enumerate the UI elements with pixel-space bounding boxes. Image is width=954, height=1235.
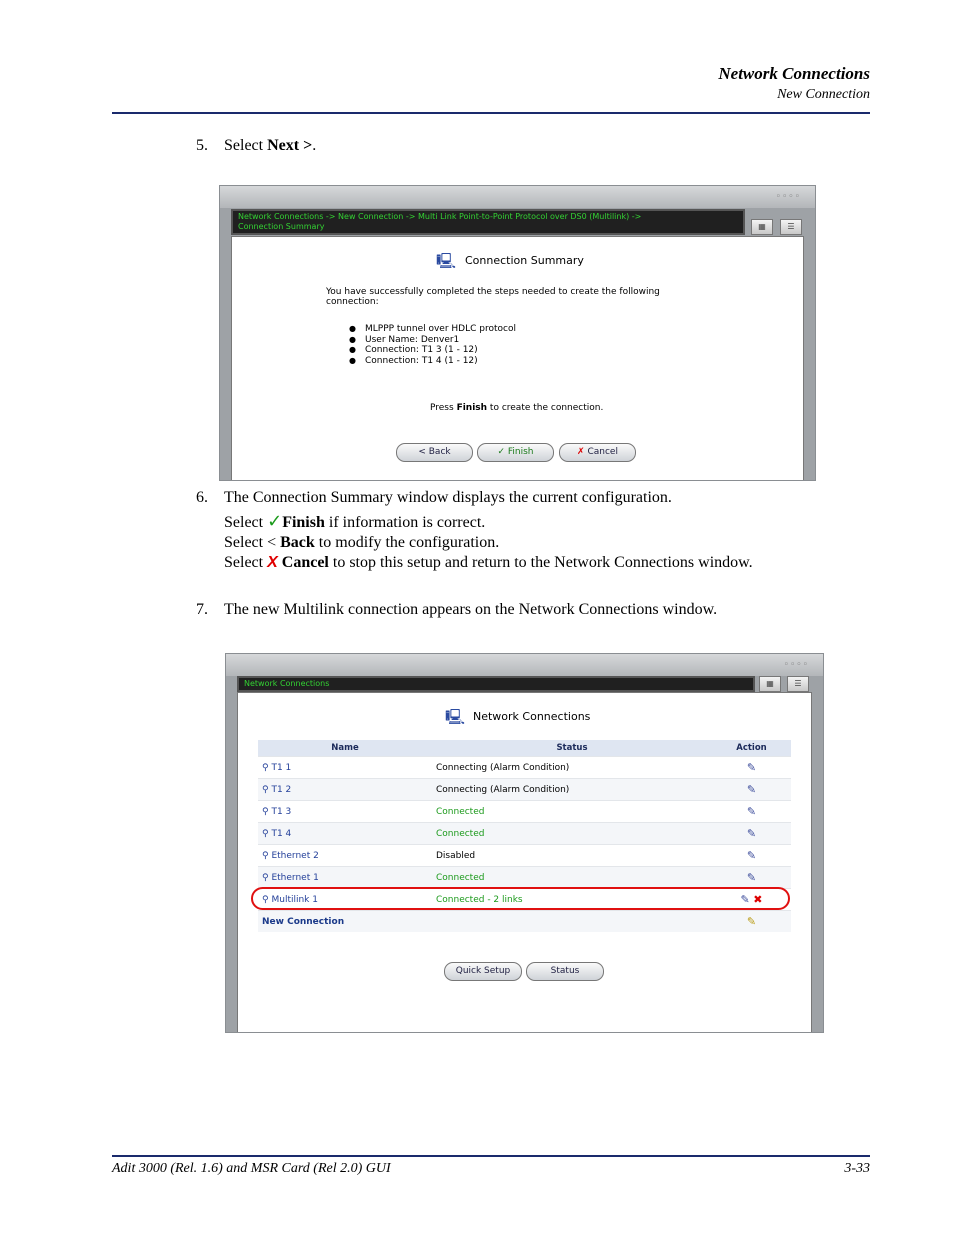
step-number: 5. (196, 137, 208, 154)
window-titlebar (226, 654, 823, 676)
name-link[interactable]: Ethernet 1 (271, 872, 319, 883)
connection-status: Connecting (Alarm Condition) (432, 757, 712, 779)
step-text: Select (224, 554, 268, 571)
table-row (258, 779, 791, 801)
grip-icon: ◦◦◦◦ (775, 192, 801, 202)
step-number: 6. (196, 489, 208, 506)
delete-icon[interactable]: ✖ (753, 893, 763, 906)
table-row (258, 801, 791, 823)
connection-name[interactable] (258, 757, 432, 779)
step-text: The new Multilink connection appears on the Network Connections window. (224, 601, 718, 618)
footer-title: Adit 3000 (Rel. 1.6) and MSR Card (Rel 2.0) GUI (112, 1161, 391, 1176)
menu-icon[interactable]: ☰ (787, 676, 809, 692)
footer-rule (112, 1155, 870, 1157)
breadcrumb (231, 209, 745, 235)
edit-icon[interactable]: ✎ (712, 779, 791, 801)
step-6 (196, 489, 672, 507)
list-item: ● MLPPP tunnel over HDLC protocol (349, 324, 516, 335)
step-5 (196, 137, 316, 155)
intro-text (326, 287, 660, 307)
plug-icon: ⚲ (262, 784, 269, 795)
window-title: Connection Summary (465, 254, 584, 267)
window-title: Network Connections (473, 710, 591, 723)
page-header-title: Network Connections (718, 64, 870, 83)
connection-status: Connecting (Alarm Condition) (432, 779, 712, 801)
status-button[interactable]: Status (526, 962, 604, 981)
grip-icon: ◦◦◦◦ (783, 660, 809, 670)
name-link[interactable]: Ethernet 2 (271, 850, 319, 861)
window-content (231, 236, 804, 481)
new-connection-link[interactable]: New Connection (258, 911, 432, 933)
step-6-back-line (224, 534, 499, 552)
name-link[interactable]: T1 3 (271, 806, 292, 817)
network-pc-icon: 🖳 (445, 708, 466, 726)
table-header-row (258, 740, 791, 757)
check-icon: ✓ (267, 511, 283, 532)
intro-line: connection: (326, 297, 379, 307)
name-link[interactable]: T1 4 (271, 828, 292, 839)
plug-icon: ⚲ (262, 806, 269, 817)
edit-icon[interactable]: ✎ (712, 757, 791, 779)
connection-name[interactable] (258, 779, 432, 801)
connection-name[interactable] (258, 867, 432, 889)
network-connections-window (225, 653, 824, 1033)
connection-status: Connected (432, 801, 712, 823)
summary-list (349, 324, 516, 366)
plug-icon: ⚲ (262, 894, 269, 905)
step-emphasis: Next > (267, 137, 313, 154)
column-header: Status (432, 740, 712, 757)
step-text: The Connection Summary window displays the current configuration. (224, 489, 672, 506)
step-emphasis: Back (280, 534, 315, 551)
table-row (258, 845, 791, 867)
step-6-finish-line (224, 511, 485, 532)
connection-summary-window (219, 185, 816, 481)
edit-icon[interactable]: ✎ (740, 893, 750, 906)
connection-status: Disabled (432, 845, 712, 867)
press-finish-text (430, 403, 603, 413)
edit-icon[interactable]: ✎ (712, 867, 791, 889)
table-row (258, 757, 791, 779)
connection-status: Connected (432, 823, 712, 845)
edit-icon[interactable]: ✎ (712, 823, 791, 845)
plug-icon: ⚲ (262, 872, 269, 883)
connection-name[interactable] (258, 845, 432, 867)
breadcrumb: Network Connections (237, 676, 755, 692)
plug-icon: ⚲ (262, 850, 269, 861)
breadcrumb-line: Connection Summary (238, 222, 325, 231)
step-text: Select (224, 514, 268, 531)
connection-status: Connected - 2 links (432, 889, 712, 911)
back-button[interactable]: < Back (396, 443, 473, 462)
network-pc-icon: 🖳 (436, 252, 457, 270)
plug-icon: ⚲ (262, 828, 269, 839)
step-emphasis: Cancel (281, 554, 329, 571)
highlight-oval (251, 887, 790, 910)
press-text: to create the connection. (487, 403, 604, 413)
cancel-button[interactable] (559, 443, 636, 462)
step-number: 7. (196, 601, 208, 618)
page-header-subtitle: New Connection (777, 87, 870, 102)
step-text: Select (224, 137, 268, 154)
window-content (237, 692, 812, 1033)
connection-status: Connected (432, 867, 712, 889)
empty-cell (432, 911, 712, 933)
page-number: 3-33 (844, 1161, 870, 1176)
network-map-icon[interactable]: ▦ (759, 676, 781, 692)
plug-icon: ⚲ (262, 762, 269, 773)
table-row (258, 867, 791, 889)
cancel-label: Cancel (587, 447, 618, 457)
menu-icon[interactable]: ☰ (780, 219, 802, 235)
edit-icon[interactable]: ✎ (712, 801, 791, 823)
table-row (258, 911, 791, 933)
step-emphasis: Finish (282, 514, 325, 531)
step-text: to modify the configuration. (314, 534, 500, 551)
cancel-x-icon: X (267, 554, 278, 571)
list-item: ● User Name: Denver1 (349, 335, 516, 346)
column-header: Action (712, 740, 791, 757)
step-text: Select < (224, 534, 281, 551)
connection-name[interactable] (258, 801, 432, 823)
cancel-x-icon: ✗ (577, 447, 585, 457)
name-link[interactable]: T1 1 (271, 762, 292, 773)
column-header: Name (258, 740, 432, 757)
press-bold: Finish (456, 403, 488, 413)
list-item: ● Connection: T1 4 (1 - 12) (349, 356, 516, 367)
quick-setup-button[interactable]: Quick Setup (444, 962, 522, 981)
edit-icon[interactable]: ✎ (712, 845, 791, 867)
name-link[interactable]: Multilink 1 (271, 894, 318, 905)
step-7 (196, 601, 717, 619)
new-connection-icon[interactable]: ✎ (712, 911, 791, 933)
name-link[interactable]: T1 2 (271, 784, 292, 795)
header-rule (112, 112, 870, 114)
table-row (258, 823, 791, 845)
intro-line: You have successfully completed the steps needed to create the following (326, 287, 660, 297)
breadcrumb-line: Network Connections -> New Connection -> Multi Link Point-to-Point Protocol over DS0 (Multilink) -> (238, 212, 642, 221)
network-map-icon[interactable]: ▦ (751, 219, 773, 235)
connection-name[interactable] (258, 823, 432, 845)
step-text: . (312, 137, 317, 154)
press-text: Press (430, 403, 457, 413)
step-text: if information is correct. (324, 514, 486, 531)
list-item: ● Connection: T1 3 (1 - 12) (349, 345, 516, 356)
step-text: to stop this setup and return to the Network Connections window. (328, 554, 753, 571)
finish-button[interactable]: ✓ Finish (477, 443, 554, 462)
window-titlebar (220, 186, 815, 208)
step-6-cancel-line (224, 554, 753, 572)
